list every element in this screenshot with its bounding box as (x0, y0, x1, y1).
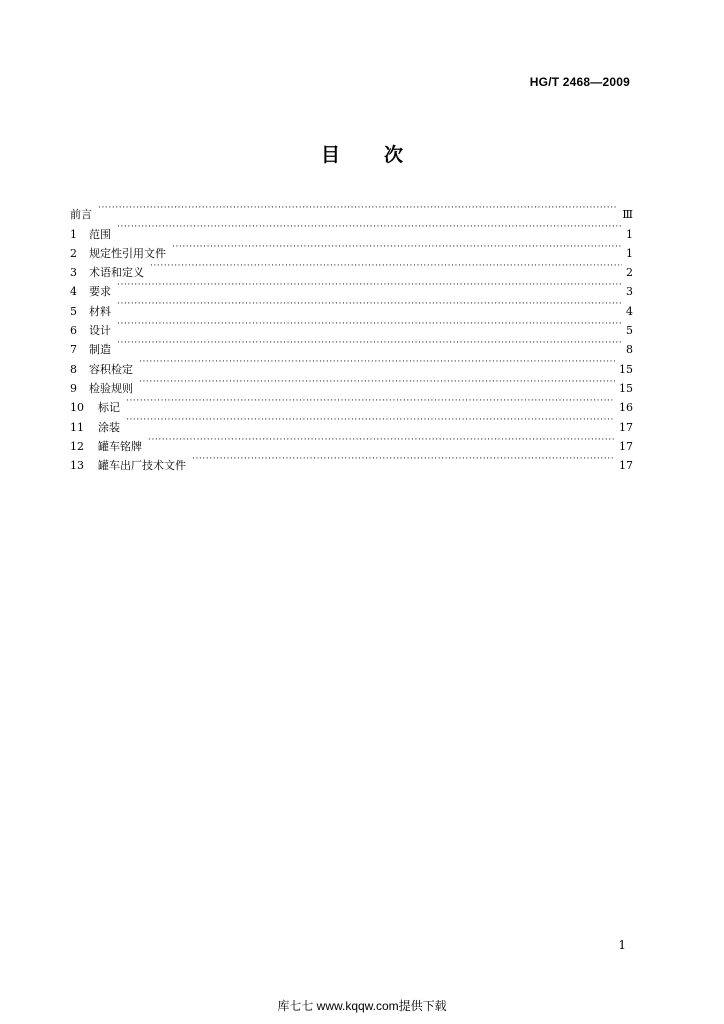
toc-entry[interactable] (70, 199, 633, 222)
download-footer: 库七七 www.kqqw.com提供下载 (277, 999, 447, 1013)
toc-entry-number: 13 (70, 459, 84, 473)
toc-entry-label: 范围 (89, 227, 111, 241)
dot-leader (139, 353, 615, 372)
toc-entry[interactable] (70, 431, 633, 453)
dot-leader (117, 334, 622, 353)
toc-entry-label: 罐车出厂技术文件 (98, 459, 186, 473)
toc-entry-page: 1 (626, 246, 633, 260)
toc-entry-page: Ⅲ (622, 208, 633, 222)
toc-entry-number: 5 (70, 304, 77, 318)
dot-leader (117, 295, 622, 314)
title-char-2: 次 (384, 144, 404, 166)
toc-entry-label: 设计 (89, 324, 111, 338)
toc-entry[interactable] (70, 411, 633, 434)
toc-entry-label: 前言 (70, 208, 92, 222)
toc-entry-number: 10 (70, 401, 84, 415)
toc-entry[interactable] (70, 257, 633, 280)
toc-entry-number: 2 (70, 246, 77, 260)
dot-leader (98, 199, 618, 218)
toc-entry-label: 制造 (89, 343, 111, 357)
dot-leader (117, 276, 622, 295)
dot-leader (126, 411, 615, 430)
toc-entry-label: 容积检定 (89, 362, 133, 376)
dot-leader (148, 431, 615, 450)
standard-code: HG/T 2468—2009 (529, 75, 630, 89)
toc-entry-number: 12 (70, 439, 84, 453)
toc-entry-page: 17 (619, 439, 633, 453)
toc-entry-page: 5 (626, 324, 633, 338)
dot-leader (150, 257, 622, 276)
toc-entry-page: 8 (626, 343, 633, 357)
toc-entry[interactable] (70, 353, 633, 376)
toc-entry-label: 涂装 (98, 420, 120, 434)
toc-entry-label: 规定性引用文件 (89, 246, 166, 260)
dot-leader (126, 392, 615, 411)
dot-leader (139, 373, 615, 392)
toc-entry[interactable] (70, 315, 633, 338)
toc-entry-page: 4 (626, 304, 633, 318)
toc-entry-page: 15 (619, 362, 633, 376)
dot-leader (172, 238, 622, 257)
toc-entry-label: 罐车铭牌 (98, 439, 142, 453)
toc-entry-page: 2 (626, 266, 633, 280)
toc-entry-label: 检验规则 (89, 381, 133, 395)
toc-entry-number: 4 (70, 285, 77, 299)
toc-entry-number: 8 (70, 362, 77, 376)
toc-entry-page: 17 (619, 420, 633, 434)
toc-entry-number: 3 (70, 266, 77, 280)
toc-entry[interactable] (70, 218, 633, 241)
page-number: 1 (618, 938, 626, 952)
title-char-1: 目 (320, 144, 340, 166)
toc-entry[interactable] (70, 295, 633, 318)
toc-entry-label: 材料 (89, 304, 111, 318)
toc-entry-page: 16 (619, 401, 633, 415)
toc-entry-page: 3 (626, 285, 633, 299)
toc-entry[interactable] (70, 450, 633, 473)
toc-entry-number: 1 (70, 227, 77, 241)
toc-entry[interactable] (70, 373, 633, 395)
table-of-contents (70, 199, 633, 473)
toc-entry[interactable] (70, 392, 633, 415)
toc-entry-number: 9 (70, 381, 77, 395)
page-title (0, 140, 724, 167)
dot-leader (117, 218, 622, 237)
toc-entry[interactable] (70, 238, 633, 260)
toc-entry-page: 1 (626, 227, 633, 241)
toc-entry-label: 标记 (98, 401, 120, 415)
toc-entry-number: 6 (70, 324, 77, 338)
toc-entry[interactable] (70, 334, 633, 357)
toc-entry-page: 15 (619, 381, 633, 395)
toc-entry-label: 术语和定义 (89, 266, 144, 280)
toc-entry[interactable] (70, 276, 633, 299)
toc-entry-number: 7 (70, 343, 77, 357)
dot-leader (192, 450, 615, 469)
toc-entry-number: 11 (70, 420, 84, 434)
toc-entry-page: 17 (619, 459, 633, 473)
toc-entry-label: 要求 (89, 285, 111, 299)
dot-leader (117, 315, 622, 334)
